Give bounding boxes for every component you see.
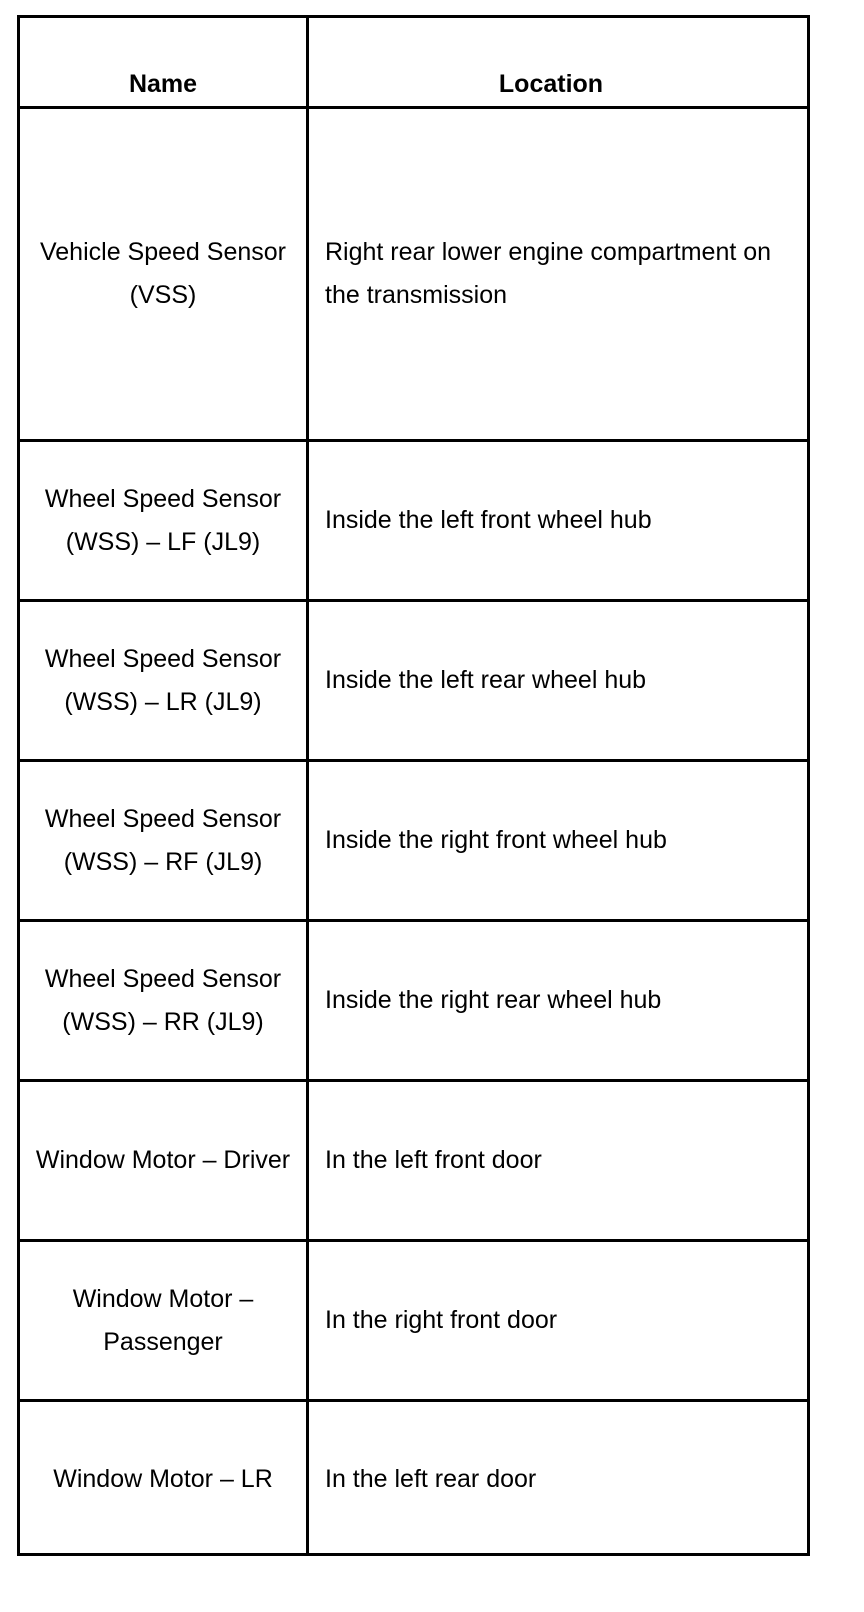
row-2-name: Wheel Speed Sensor (WSS) – LR (JL9): [20, 602, 309, 762]
row-4-location: Inside the right rear wheel hub: [309, 922, 807, 1082]
row-7-name: Window Motor – LR: [20, 1402, 309, 1556]
component-location-table: [17, 15, 810, 1556]
row-7-location: In the left rear door: [325, 1464, 537, 1493]
row-3-location: Inside the right front wheel hub: [309, 762, 807, 922]
row-5-name: Window Motor – Driver: [20, 1082, 309, 1242]
row-3-name: Wheel Speed Sensor (WSS) – RF (JL9): [20, 762, 309, 922]
row-1-name: Wheel Speed Sensor (WSS) – LF (JL9): [20, 442, 309, 602]
row-1-location: Inside the left front wheel hub: [309, 442, 807, 602]
row-4-name: Wheel Speed Sensor (WSS) – RR (JL9): [20, 922, 309, 1082]
row-0-location: Right rear lower engine compartment on the transmission: [309, 109, 807, 442]
header-name: Name: [20, 18, 309, 109]
row-6-location: In the right front door: [309, 1242, 807, 1402]
row-6-name: Window Motor – Passenger: [20, 1242, 309, 1402]
row-5-location: In the left front door: [309, 1082, 807, 1242]
row-0-name: Vehicle Speed Sensor (VSS): [20, 109, 309, 442]
header-location: Location: [309, 18, 807, 109]
row-2-location: Inside the left rear wheel hub: [309, 602, 807, 762]
